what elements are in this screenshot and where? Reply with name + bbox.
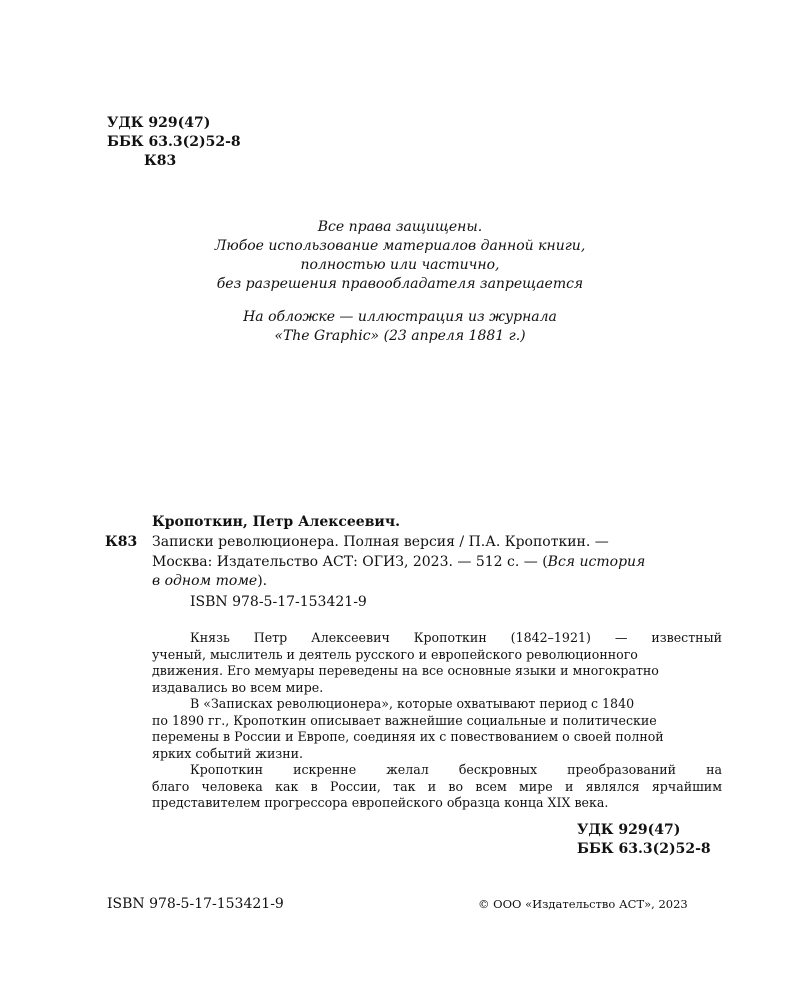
annotation-line: издавались во всем мире. [152, 679, 324, 695]
udk-code: УДК 929(47) [577, 822, 681, 838]
spacer [0, 294, 800, 308]
footer-isbn: ISBN 978-5-17-153421-9 [107, 896, 284, 912]
classification-codes-bottom [577, 821, 711, 859]
publisher-text: Москва: Издательство АСТ: ОГИЗ, 2023. — 512 с. — ( [152, 553, 548, 570]
annotation [152, 630, 722, 812]
annotation-line: В «Записках революционера», которые охватывают период с 1840 [190, 696, 635, 711]
rights-line: без разрешения правообладателя запрещается [216, 276, 584, 292]
series-name-part: Вся история [547, 553, 646, 570]
series-name-part: в одном томе [152, 573, 258, 589]
catalog-isbn: ISBN 978-5-17-153421-9 [190, 594, 367, 610]
annotation-line: ярких событий жизни. [152, 745, 304, 761]
classification-codes-top [107, 114, 241, 171]
annotation-line: ученый, мыслитель и деятель русского и европейского революционного [152, 646, 638, 662]
annotation-line: представителем прогрессора европейского образца конца XIX века. [152, 795, 609, 810]
annotation-line: перемены в России и Европе, соединяя их с повествованием о своей полной [152, 729, 664, 744]
copyright-notice: © ООО «Издательство АСТ», 2023 [478, 897, 688, 911]
rights-line: полностью или частично, [300, 257, 500, 273]
series-close: ). [257, 573, 268, 589]
rights-notice [0, 218, 800, 346]
catalog-publisher-line [152, 553, 722, 573]
bbk-code: ББК 63.3(2)52-8 [107, 134, 241, 150]
udk-code: УДК 929(47) [107, 115, 211, 131]
catalog-description [152, 533, 722, 592]
bbk-code: ББК 63.3(2)52-8 [577, 841, 711, 857]
annotation-line: движения. Его мемуары переведены на все основные языки и многократно [152, 663, 659, 678]
catalog-title-line: Записки революционера. Полная версия / П.А. Кропоткин. — [152, 534, 609, 550]
annotation-line: по 1890 гг., Кропоткин описывает важнейшие социальные и политические [152, 712, 657, 728]
cover-credit-line: На обложке — иллюстрация из журнала [243, 309, 557, 325]
author-mark: К83 [144, 153, 177, 169]
annotation-line: благо человека как в России, так и во всем мире и являлся ярчайшим [152, 778, 722, 794]
catalog-author-mark: К83 [105, 534, 138, 550]
annotation-line: Кропоткин искренне желал бескровных преобразований на [190, 762, 722, 777]
cover-credit-line: «The Graphic» (23 апреля 1881 г.) [274, 328, 526, 344]
rights-line: Любое использование материалов данной книги, [214, 238, 586, 254]
catalog-author: Кропоткин, Петр Алексеевич. [152, 514, 400, 530]
rights-line: Все права защищены. [317, 219, 483, 235]
catalog-series-line [152, 572, 722, 592]
annotation-line: Князь Петр Алексеевич Кропоткин (1842–1921) — известный [190, 630, 722, 645]
